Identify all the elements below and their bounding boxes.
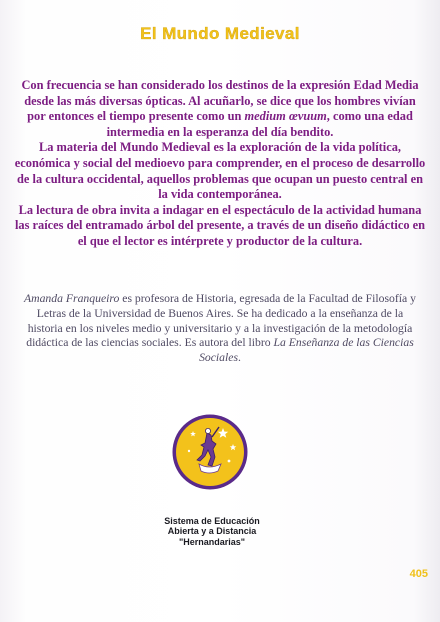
blurb-paragraph-3: La lectura de obra invita a indagar en el espectáculo de la actividad humana las raíces del entramado árbol del presente, a través de un diseño didáctico en el que el lector es intérprete y productor de la cultura. bbox=[14, 202, 426, 248]
quixote-emblem-icon bbox=[171, 413, 249, 491]
publisher-line-1: Sistema de Educación bbox=[164, 516, 260, 526]
page-title: El Mundo Medieval bbox=[140, 24, 300, 43]
blurb-paragraph-1-part-1: Con frecuencia se han considerado los destinos de la expresión Edad Media desde las más diversas ópticas. Al acuñarlo, se dice que los hombres vivían por entonces el tiempo presente como un bbox=[21, 78, 419, 124]
author-note bbox=[22, 292, 418, 366]
blurb-paragraph-2: La materia del Mundo Medieval es la exploración de la vida política, económica y social del medioevo para comprender, en el proceso de desarrollo de la cultura occidental, aquellos problemas que ocupan un puesto central en la vida contemporánea. bbox=[14, 140, 426, 202]
cover-blurb bbox=[14, 78, 426, 250]
author-note-end: . bbox=[238, 351, 241, 365]
author-bio: es profesora de Historia, egresada de la Facultad de Filosofía y Letras de la Universidad de Buenos Aires. Se ha dedicado a la enseñanza de la historia en los niveles medio y universitario y a la investigación de la metodología didáctica de las ciencias sociales. Es autora del libro bbox=[26, 292, 416, 350]
blurb-paragraph-1-italic: medium œvuum bbox=[244, 109, 327, 124]
author-name: Amanda Franqueiro bbox=[24, 292, 120, 305]
book-title: La Enseñanza de las Ciencias Sociales bbox=[199, 336, 414, 365]
blurb-paragraph-1-part-2: , como una edad intermedia en la esperanza del día bendito. bbox=[106, 109, 413, 139]
blurb-paragraph-1 bbox=[14, 78, 426, 140]
publisher-name bbox=[148, 516, 276, 547]
publisher-line-2: Abierta y a Distancia bbox=[167, 526, 257, 537]
page-number: 405 bbox=[409, 568, 428, 580]
publisher-line-3: "Hernandarias" bbox=[178, 536, 246, 547]
